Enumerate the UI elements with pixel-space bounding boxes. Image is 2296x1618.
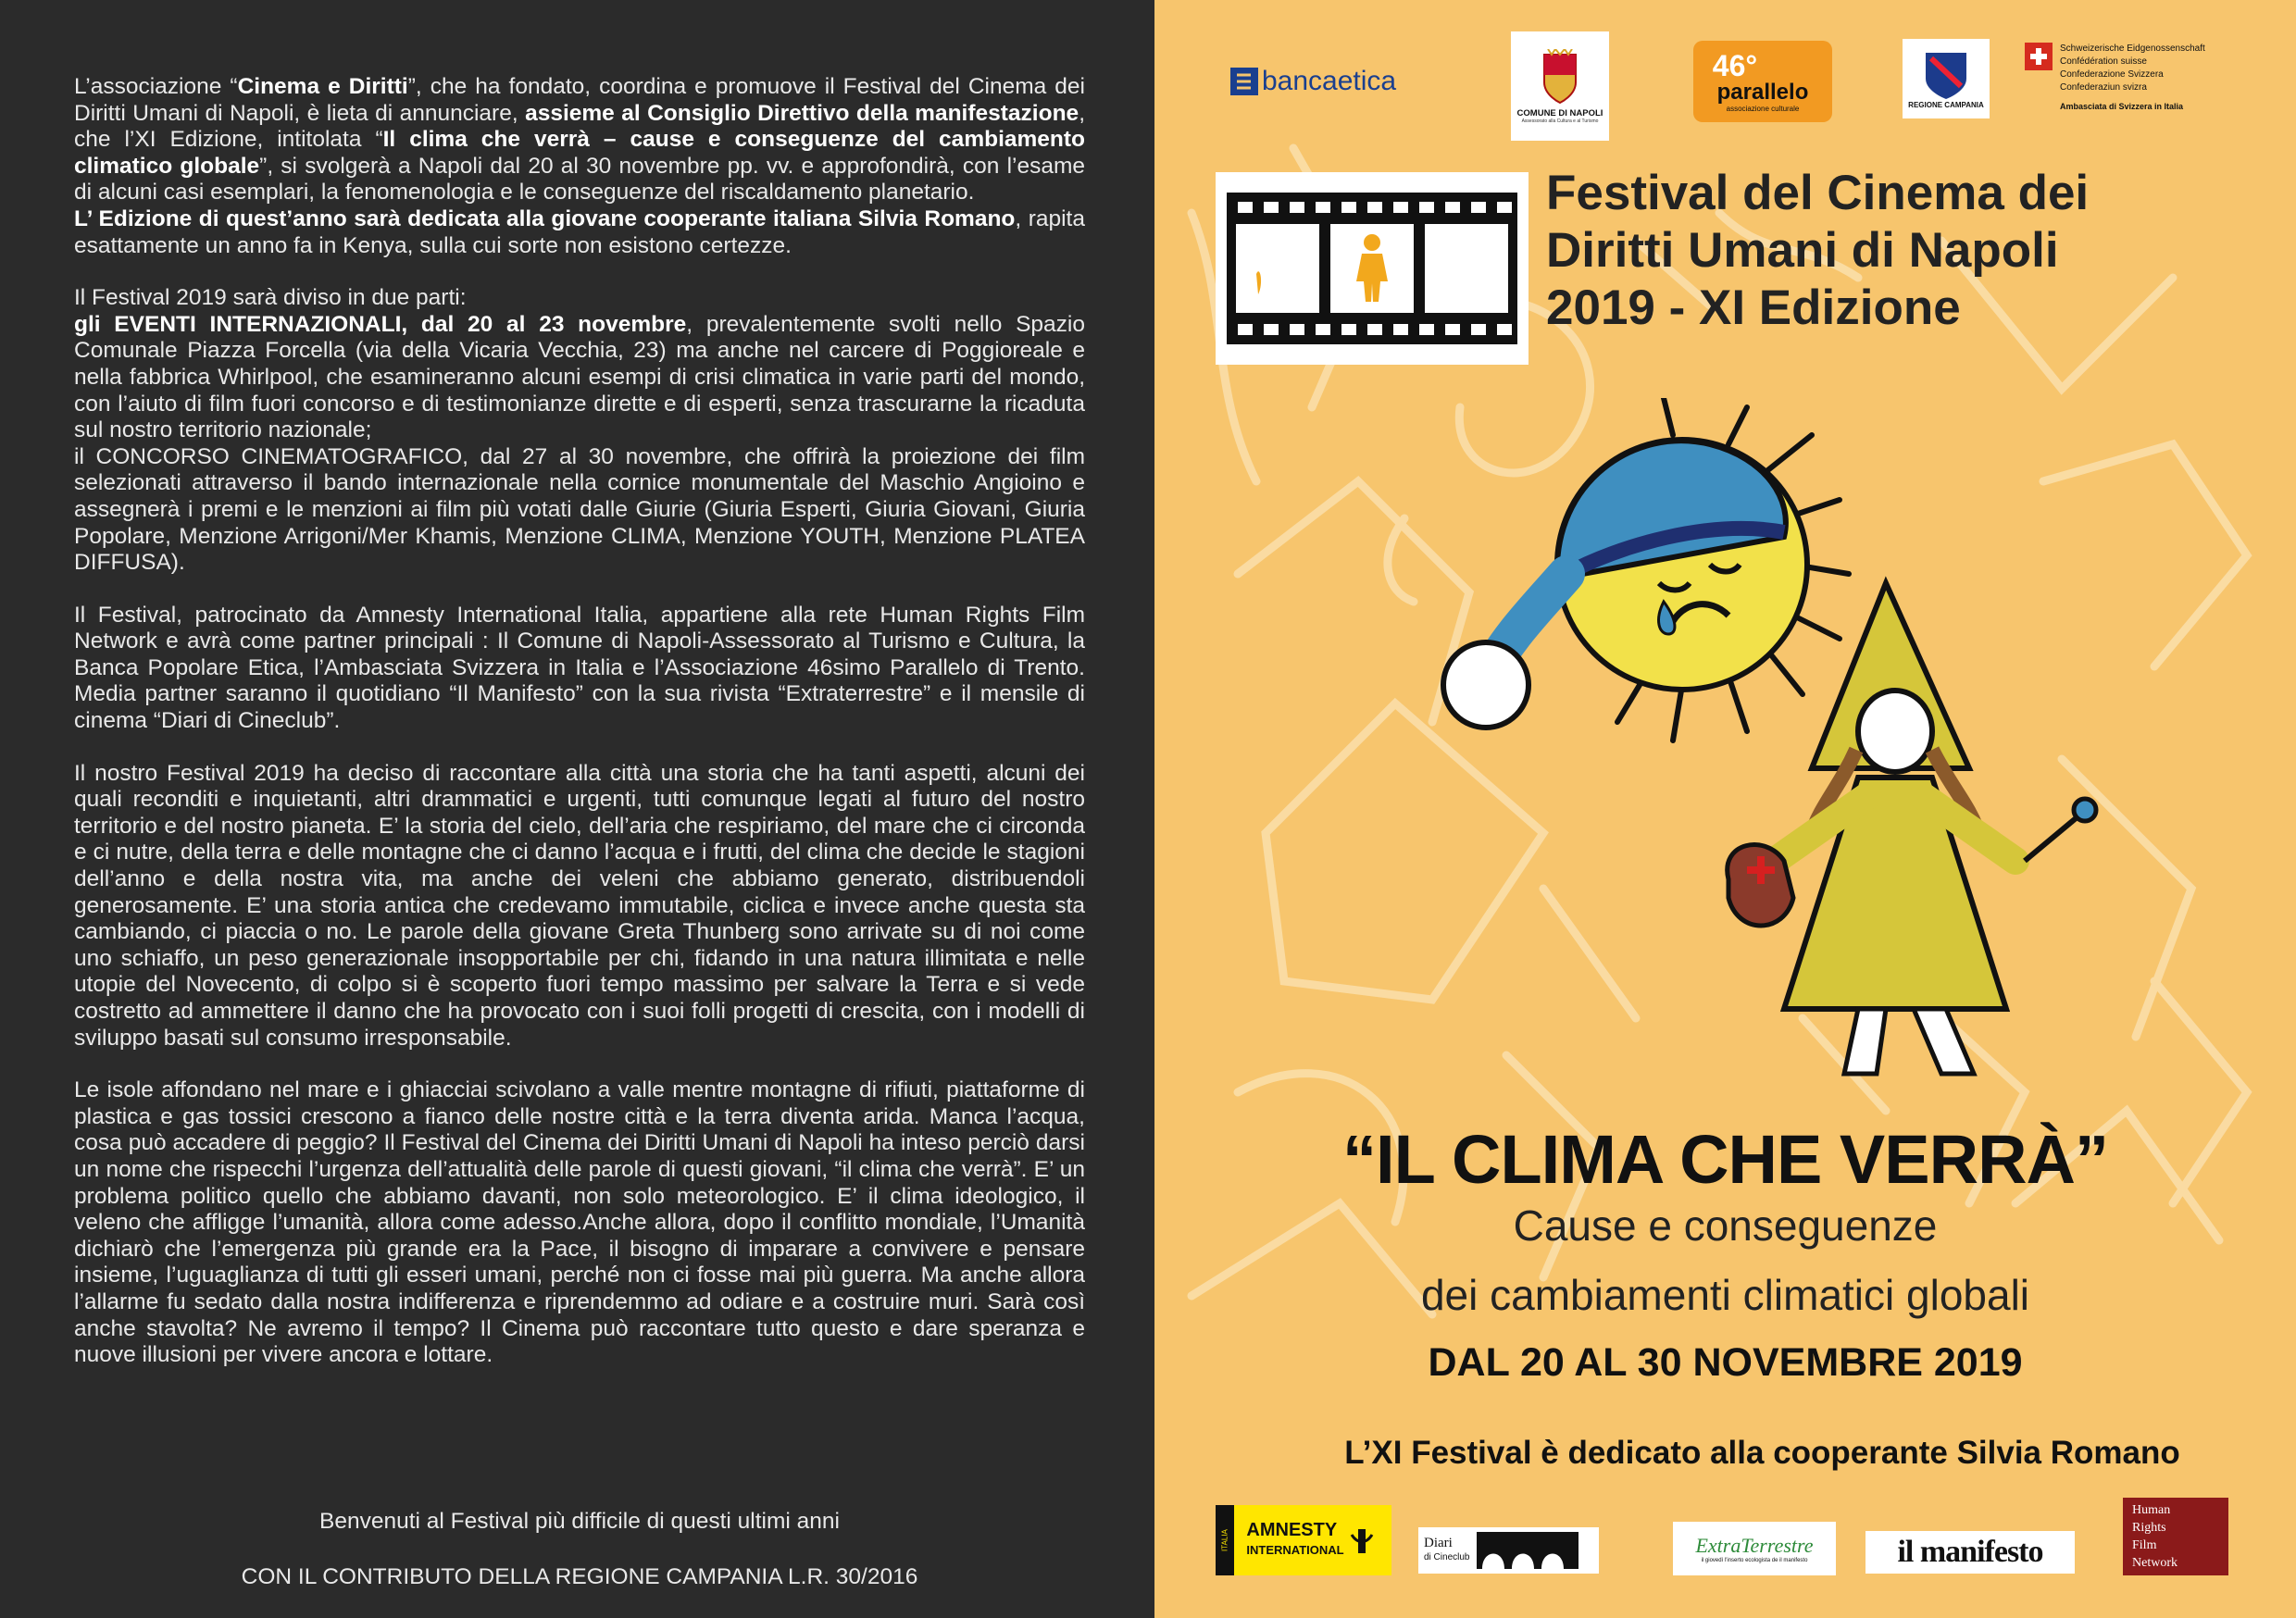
text-run: L’associazione “	[74, 74, 238, 99]
sun-and-girl-illustration	[1377, 398, 2117, 1083]
parallelo-text: parallelo	[1716, 79, 1809, 105]
story-paragraph: Il nostro Festival 2019 ha deciso di raccontare alla città una storia che ha tanti aspetti, alcuni dei quali reconditi e inquietanti, altri drammatici e urgenti, tutti comunque legati al futuro del nostro territorio e del nostro pianeta. E’ la storia del cielo, dell’aria che respiriamo, del mare che ci circonda e ci nutre, della terra e delle montagne che ci danno l’acqua e i frutti, del clima che decide le stagioni dell’anno e della nostra vita, ma anche dei veleni che abbiamo generato, distribuendoli generosamente. E’ una storia antica che credevamo immutabile, ciclica e invece anche questa sta cambiando, ci piaccia o no. Le parole della giovane Greta Thunberg sono arrivate su di noi come uno schiaffo, un peso generazionale insopportabile per chi, fidando in una natura illimitata e nelle utopie del Novecento, di colpo si è scoperto fuori tempo massimo per salvare la Terra e si vede costretto ad ammettere il danno che ha provocato con i suoi folli progetti di crescita, con i modelli di sviluppo basati sul consumo irresponsabile.	[74, 760, 1085, 1051]
girl-leg	[1914, 1009, 1974, 1074]
festival-title-line: Festival del Cinema dei	[1546, 166, 2090, 220]
text-run: , prevalentemente svolti nello Spazio Comunale Piazza Forcella (via della Vicaria Vecchia, 23) ma anche nel carcere di Poggioreale e nella fabbrica Whirlpool, che esamineranno alcuni esempi di crisi climatica in varie parti del mondo, con l’aiuto di film fuori concorso e di testimonianze dirette e di esperti, senza trascurarne la ricaduta sul nostro territorio nazionale;	[74, 311, 1085, 443]
right-poster-panel	[1154, 0, 2296, 1618]
girl-face	[1858, 691, 1932, 772]
comune-text: COMUNE DI NAPOLI	[1516, 107, 1603, 118]
festival-title-line: Diritti Umani di Napoli	[1546, 223, 2059, 278]
bancaetica-icon	[1230, 68, 1258, 95]
extraterrestre-logo	[1673, 1522, 1836, 1575]
text-run: il CONCORSO CINEMATOGRAFICO, dal 27 al 30 novembre, che offrirà la proiezione dei film selezionati attraverso il bando internazionale nella cornice monumentale del Maschio Angioino e assegnerà i premi e le menzioni ai film più votati dalle Giurie (Giuria Esperti, Giuria Giovani, Giuria Popolare, Menzione Arrigoni/Mer Khamis, Menzione CLIMA, Menzione YOUTH, Menzione PLATEA DIFFUSA).	[74, 443, 1085, 576]
swiss-embassy-logo	[2025, 43, 2256, 120]
text-run: Il Festival 2019 sarà diviso in due parti:	[74, 285, 467, 311]
main-title: “IL CLIMA CHE VERRÀ”	[1342, 1121, 2108, 1198]
structure-paragraph	[74, 285, 1085, 577]
hrfn-line: Film	[2132, 1538, 2157, 1552]
subtitle-line-2: dei cambiamenti climatici globali	[1420, 1271, 2030, 1319]
swiss-line: Confederaziun svizra	[2060, 82, 2147, 93]
manifesto-text: il manifesto	[1897, 1535, 2043, 1569]
bancaetica-text: bancaetica	[1262, 66, 1397, 96]
festival-title	[1546, 165, 2213, 337]
swiss-line: Schweizerische Eidgenossenschaft	[2060, 44, 2205, 54]
swiss-text-block	[2060, 43, 2205, 113]
text-run: , che l’XI Edizione, intitolata “	[74, 100, 1085, 153]
amnesty-line: AMNESTY	[1246, 1520, 1338, 1540]
amnesty-text	[1246, 1520, 1343, 1561]
subtitle-line-1: Cause e conseguenze	[1513, 1201, 1938, 1250]
bold-run: Il clima che verrà – cause e conseguenze del cambiamento climatico globale	[74, 127, 1085, 179]
dedication-line: L’XI Festival è dedicato alla cooperante Silvia Romano	[1344, 1435, 2180, 1471]
swiss-flag-icon	[2025, 43, 2053, 70]
comune-subtext: Assessorato alla Cultura e al Turismo	[1521, 118, 1599, 124]
diari-di-cineclub-logo	[1418, 1527, 1599, 1574]
human-rights-film-network-logo	[2123, 1498, 2228, 1575]
il-manifesto-logo	[1866, 1531, 2075, 1574]
partners-paragraph: Il Festival, patrocinato da Amnesty International Italia, appartiene alla rete Human Rights Film Network e avrà come partner principali : Il Comune di Napoli-Assessorato al Turismo e Cultura, la Banca Popolare Etica, l’Ambasciata Svizzera in Italia e l’Associazione 46simo Parallelo di Trento. Media partner saranno il quotidiano “Il Manifesto” con la sua rivista “Extraterrestre” e il mensile di cinema “Diari di Cineclub”.	[74, 602, 1085, 734]
napoli-crest-icon	[1539, 49, 1581, 105]
climate-paragraph: Le isole affondano nel mare e i ghiacciai scivolano a valle mentre montagne di rifiuti, piattaforme di plastica e gas tossici crescono a fianco delle nostre città e la terra diventa arida. Manca l’acqua, cosa può accadere di peggio? Il Festival del Cinema dei Diritti Umani di Napoli ha inteso perciò darsi un nome che rispecchi l’urgenza dell’attualità delle parole di questi giovani, “il clima che verrà”. E’ un problema politico quello che abbiamo davanti, non solo meteorologico. E’ il clima ideologico, il veleno che affligge l’umanità, allora come adesso.Anche allora, dopo il conflitto mondiale, l’Umanità dichiarò che l’emergenza più grande era la Pace, il bisogno di imparare a convivere e pensare insieme, l’uguaglianza di tutti gli esseri umani, perché non ci fosse mai più guerra. Ma anche allora l’allarme fu sedato dalla nostra indifferenza e riprendemmo ad odiare e a costruire muri. Sarà così anche stavolta? Ne avremo il tempo? Il Cinema può raccontare tutto questo e dare speranza e nuove illusioni per vivere ancora e lottare.	[74, 1077, 1085, 1368]
amnesty-line: INTERNATIONAL	[1246, 1543, 1344, 1557]
bold-run: gli EVENTI INTERNAZIONALI, dal 20 al 23 novembre	[74, 311, 687, 337]
text-run: ”, che ha fondato, coordina e promuove il Festival del Cinema dei Diritti Umani di Napoli, è lieta di annunciare,	[74, 74, 1085, 126]
festival-dates: DAL 20 AL 30 NOVEMBRE 2019	[1428, 1340, 2023, 1385]
cap-pompom	[1443, 642, 1529, 728]
amnesty-logo	[1216, 1505, 1391, 1575]
hrfn-line: Rights	[2132, 1521, 2166, 1535]
diari-text	[1424, 1536, 1469, 1565]
bold-run: assieme al Consiglio Direttivo della manifestazione	[525, 100, 1079, 126]
amnesty-side-strip: ITALIA	[1216, 1505, 1234, 1575]
text-run: , rapita esattamente un anno fa in Kenya, sulla cui sorte non esistono certezze.	[74, 205, 1085, 258]
swiss-line: Confédération suisse	[2060, 56, 2147, 67]
campania-crest-icon	[1922, 49, 1970, 101]
girl-leg	[1844, 1009, 1886, 1074]
bold-run: L’ Edizione di quest’anno sarà dedicata alla giovane cooperante italiana Silvia Romano	[74, 205, 1016, 231]
swiss-line: Ambasciata di Svizzera in Italia	[2060, 102, 2184, 111]
diari-line: di Cineclub	[1424, 1552, 1470, 1562]
parallelo-logo	[1693, 41, 1832, 122]
extra-text: ExtraTerrestre	[1695, 1534, 1814, 1557]
bold-run: Cinema e Diritti	[237, 74, 408, 99]
film-strip-icon	[1216, 172, 1529, 365]
hrfn-line: Human	[2132, 1503, 2171, 1517]
parallelo-subtext: associazione culturale	[1726, 104, 1800, 113]
festival-title-line: 2019 - XI Edizione	[1546, 280, 1961, 335]
extra-subtext: il giovedì l'inserto ecologista de il manifesto	[1701, 1558, 1808, 1563]
hrfn-line: Network	[2132, 1556, 2177, 1570]
diari-line: Diari	[1424, 1536, 1453, 1550]
text-run: ”, si svolgerà a Napoli dal 20 al 30 novembre pp. vv. e approfondirà, con l’esame di alcuni casi esemplari, la fenomenologia e le conseguenze del riscaldamento planetario.	[74, 153, 1085, 205]
regione-text: REGIONE CAMPANIA	[1908, 100, 1984, 109]
swiss-line: Confederazione Svizzera	[2060, 69, 2164, 80]
candle-icon	[1350, 1522, 1374, 1559]
contribution-line: CON IL CONTRIBUTO DELLA REGIONE CAMPANIA L.R. 30/2016	[241, 1564, 918, 1589]
bancaetica-logo	[1230, 63, 1416, 100]
comune-napoli-logo	[1511, 31, 1609, 141]
regione-campania-logo	[1903, 39, 1990, 118]
thermometer	[2074, 799, 2096, 821]
welcome-line: Benvenuti al Festival più difficile di questi ultimi anni	[319, 1509, 840, 1534]
parallelo-number: 46°	[1712, 48, 1758, 82]
intro-paragraph	[74, 74, 1085, 259]
bridge-arches-icon	[1477, 1532, 1578, 1569]
festival-film-logo	[1216, 172, 1529, 365]
